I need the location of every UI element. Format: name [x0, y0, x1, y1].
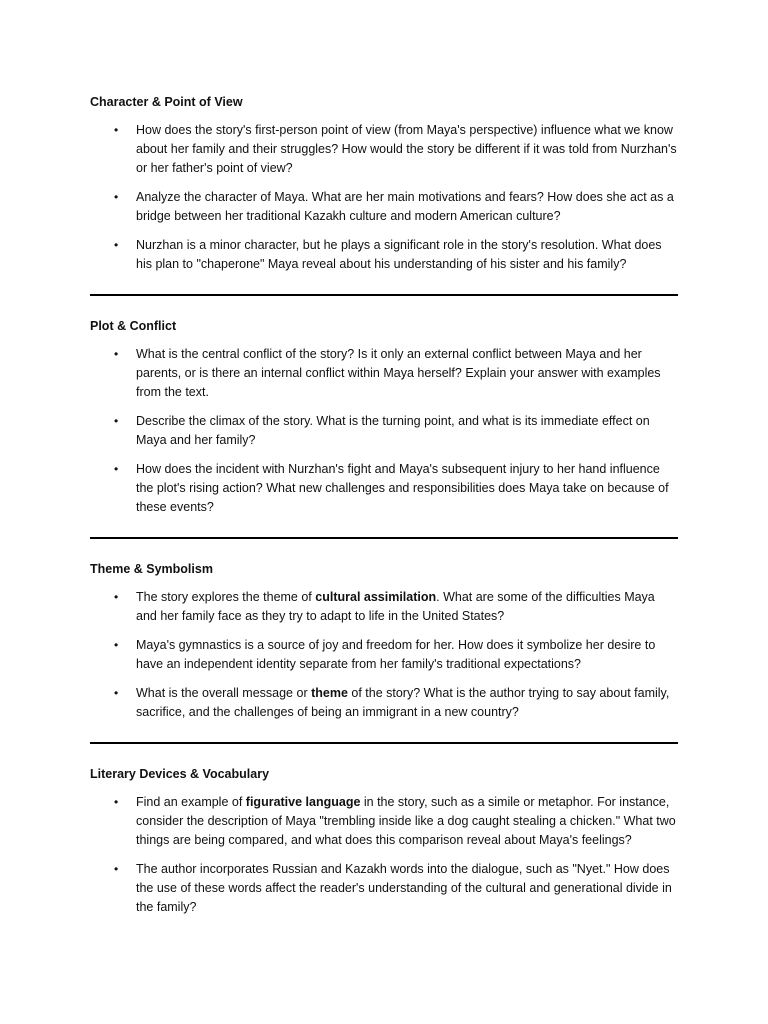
question-item: • Analyze the character of Maya. What are her main motivations and fears? How does she act as a bridge between her traditional Kazakh culture and modern American culture?: [114, 190, 674, 223]
section-title: Plot & Conflict: [90, 319, 177, 333]
question-list: [90, 121, 678, 274]
section-theme-symbolism: [90, 561, 678, 722]
question-list: [90, 793, 678, 917]
question-item: • How does the story's first-person point of view (from Maya's perspective) influence what we know about her family and their struggles? How would the story be different if it was told from Nurzhan's or her father's point of view?: [114, 123, 677, 175]
bullet-icon: •: [114, 190, 119, 204]
question-list: [90, 345, 678, 517]
bullet-icon: •: [114, 590, 119, 604]
question-item: • Maya's gymnastics is a source of joy and freedom for her. How does it symbolize her desire to have an independent identity separate from her family's traditional expectations?: [114, 638, 656, 671]
question-item: • The author incorporates Russian and Kazakh words into the dialogue, such as "Nyet." How does the use of these words affect the reader's understanding of the cultural and generational divide in the family?: [114, 862, 672, 914]
section-divider: [90, 742, 678, 744]
bullet-icon: •: [114, 347, 119, 361]
bullet-icon: •: [114, 238, 119, 252]
question-item: • Describe the climax of the story. What is the turning point, and what is its immediate effect on Maya and her family?: [114, 414, 650, 447]
section-title: Character & Point of View: [90, 95, 243, 109]
section-divider: [90, 294, 678, 296]
section-plot-conflict: [90, 318, 678, 517]
bullet-icon: •: [114, 686, 119, 700]
section-literary-devices-vocabulary: [90, 766, 678, 917]
section-title: Theme & Symbolism: [90, 562, 213, 576]
section-character-point-of-view: [90, 94, 678, 274]
question-item: • The story explores the theme of cultural assimilation. What are some of the difficulties Maya and her family face as they try to adapt to life in the United States?: [114, 590, 655, 623]
question-item: • How does the incident with Nurzhan's fight and Maya's subsequent injury to her hand influence the plot's rising action? What new challenges and responsibilities does Maya take on because of these events?: [114, 462, 669, 514]
question-item: • What is the central conflict of the story? Is it only an external conflict between Maya and her parents, or is there an internal conflict within Maya herself? Explain your answer with examples from the text.: [114, 347, 661, 399]
question-item: • What is the overall message or theme of the story? What is the author trying to say about family, sacrifice, and the challenges of being an immigrant in a new country?: [114, 686, 670, 719]
question-item: • Nurzhan is a minor character, but he plays a significant role in the story's resolution. What does his plan to "chaperone" Maya reveal about his understanding of his sister and his family?: [114, 238, 662, 271]
bullet-icon: •: [114, 795, 119, 809]
bullet-icon: •: [114, 414, 119, 428]
bullet-icon: •: [114, 638, 119, 652]
bullet-icon: •: [114, 862, 119, 876]
divider-wrap: [90, 294, 678, 296]
section-title: Literary Devices & Vocabulary: [90, 767, 270, 781]
section-divider: [90, 537, 678, 539]
bullet-icon: •: [114, 123, 119, 137]
divider-wrap: [90, 537, 678, 539]
question-list: [90, 588, 678, 722]
bullet-icon: •: [114, 462, 119, 476]
divider-wrap: [90, 742, 678, 744]
question-item: • Find an example of figurative language in the story, such as a simile or metaphor. For instance, consider the description of Maya "trembling inside like a dog caught stealing a chicken." What two things are being compared, and what does this comparison reveal about Maya's feelings?: [114, 795, 676, 847]
